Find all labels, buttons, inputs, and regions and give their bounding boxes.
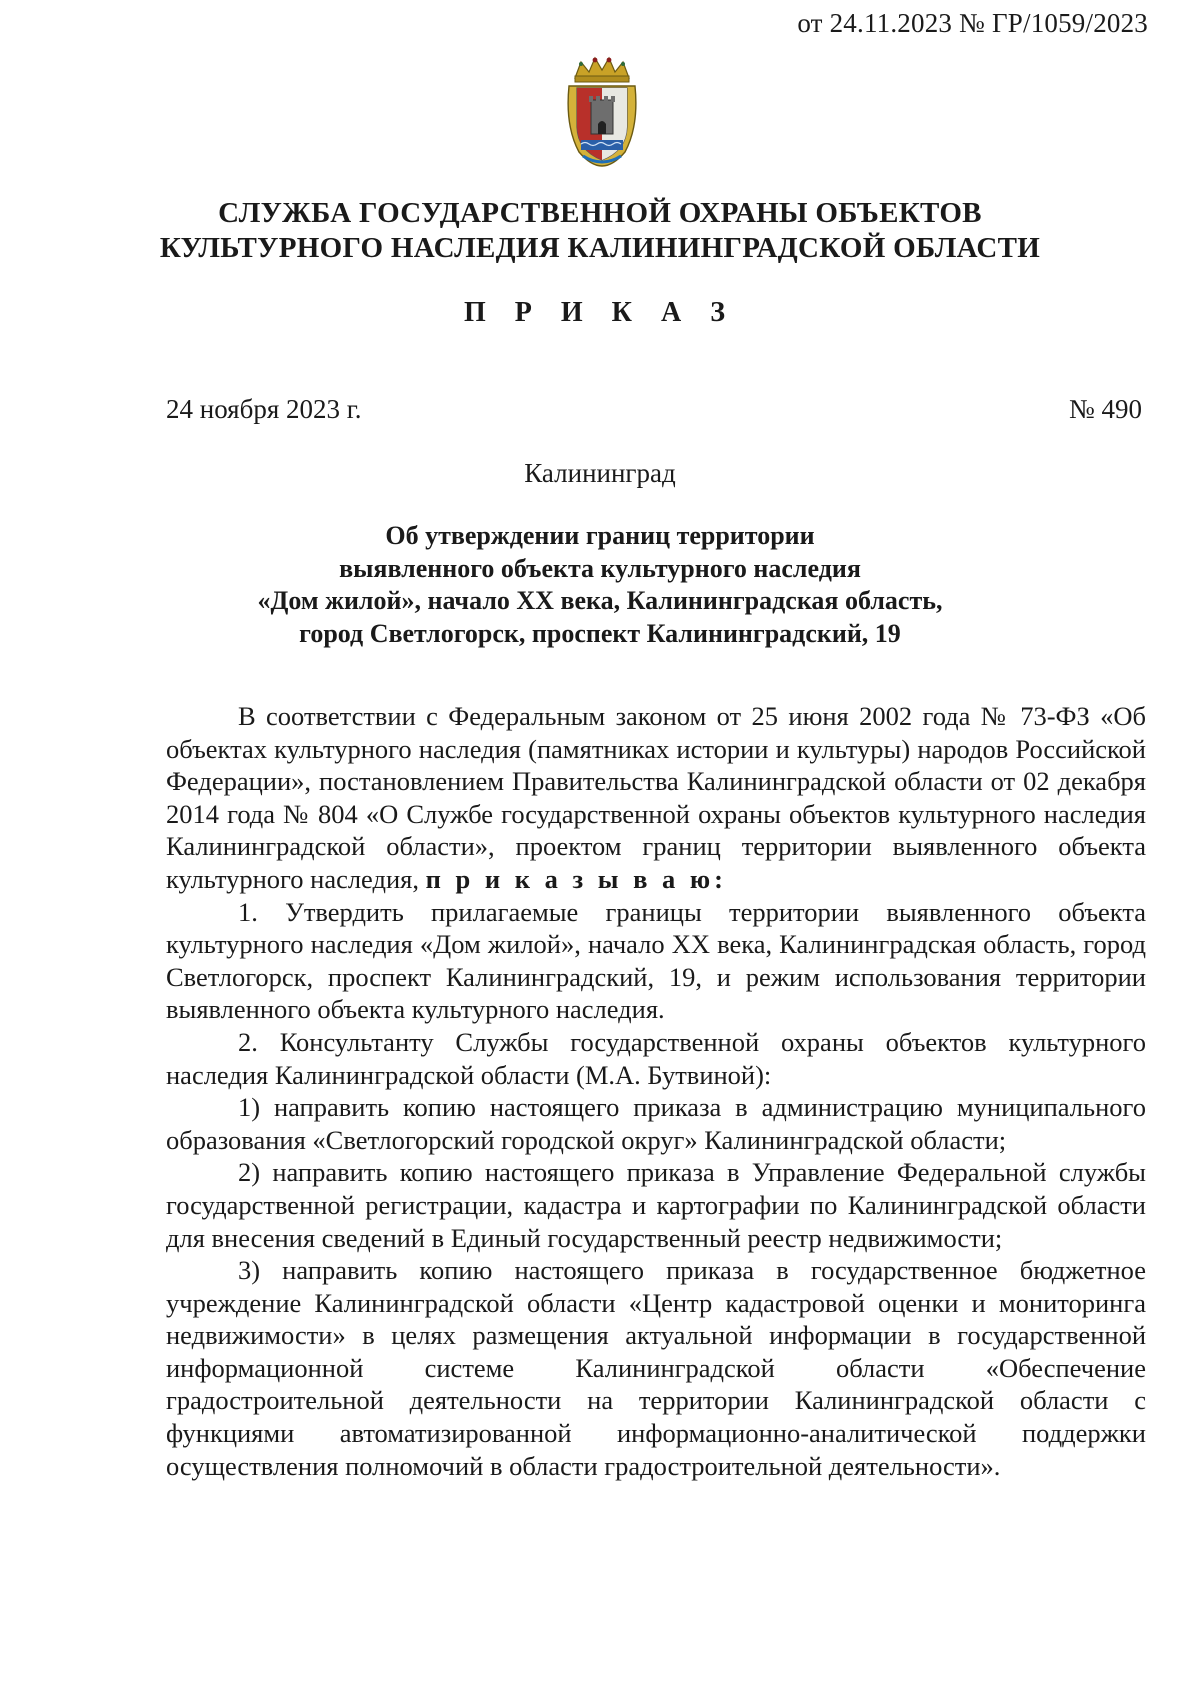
organization-line-1: СЛУЖБА ГОСУДАРСТВЕННОЙ ОХРАНЫ ОБЪЕКТОВ — [218, 197, 982, 229]
title-line-4: город Светлогорск, проспект Калининградский, 19 — [299, 618, 901, 648]
document-title — [0, 520, 1200, 650]
decree-word: п р и к а з ы в а ю: — [425, 863, 727, 894]
document-type: П Р И К А З — [464, 297, 736, 328]
document-body — [166, 700, 1146, 1482]
title-line-1: Об утверждении границ территории — [385, 521, 815, 550]
item-1: 1. Утвердить прилагаемые границы территории выявленного объекта культурного наследия «Дом жилой», начало XX века, Калининградская область, город Светлогорск, проспект Калининградский, 19, и режим использования территории выявленного объекта культурного наследия. — [166, 896, 1146, 1025]
registration-number: от 24.11.2023 № ГР/1059/2023 — [797, 8, 1148, 38]
city-name: Калининград — [524, 458, 676, 488]
title-line-2: выявленного объекта культурного наследия — [339, 553, 861, 583]
item-2: 2. Консультанту Службы государственной охраны объектов культурного наследия Калининградской области (М.А. Бутвиной): — [166, 1026, 1146, 1090]
document-number: № 490 — [1068, 394, 1142, 424]
organization-line-2: КУЛЬТУРНОГО НАСЛЕДИЯ КАЛИНИНГРАДСКОЙ ОБЛАСТИ — [159, 232, 1041, 264]
organization-name — [0, 196, 1200, 266]
item-2-subitem-2: 2) направить копию настоящего приказа в Управление Федеральной службы государственной регистрации, кадастра и картографии по Калининградской области для внесения сведений в Единый государственный реестр недвижимости; — [166, 1157, 1146, 1253]
coat-of-arms-icon — [563, 56, 641, 168]
document-date: 24 ноября 2023 г. — [166, 394, 362, 424]
preamble-paragraph — [166, 700, 1146, 896]
item-2-subitem-1: 1) направить копию настоящего приказа в администрацию муниципального образования «Светлогорский городской округ» Калининградской области; — [166, 1092, 1146, 1155]
title-line-3: «Дом жилой», начало XX века, Калининградская область, — [257, 586, 943, 615]
item-2-subitem-3: 3) направить копию настоящего приказа в государственное бюджетное учреждение Калининградской области «Центр кадастровой оценки и мониторинга недвижимости» в целях размещения актуальной информации в государственной информационной системе Калининградской области «Обеспечение градостроительной деятельности на территории Калининградской области с функциями автоматизированной информационно-аналитической поддержки осуществления полномочий в области градостроительной деятельности». — [166, 1255, 1146, 1481]
preamble-text: В соответствии с Федеральным законом от 25 июня 2002 года № 73-ФЗ «Об объектах культурного наследия (памятниках истории и культуры) народов Российской Федерации», постановлением Правительства Калининградской области от 02 декабря 2014 года № 804 «О Службе государственной охраны объектов культурного наследия Калининградской области», проектом границ территории выявленного объекта культурного наследия, — [166, 701, 1146, 894]
